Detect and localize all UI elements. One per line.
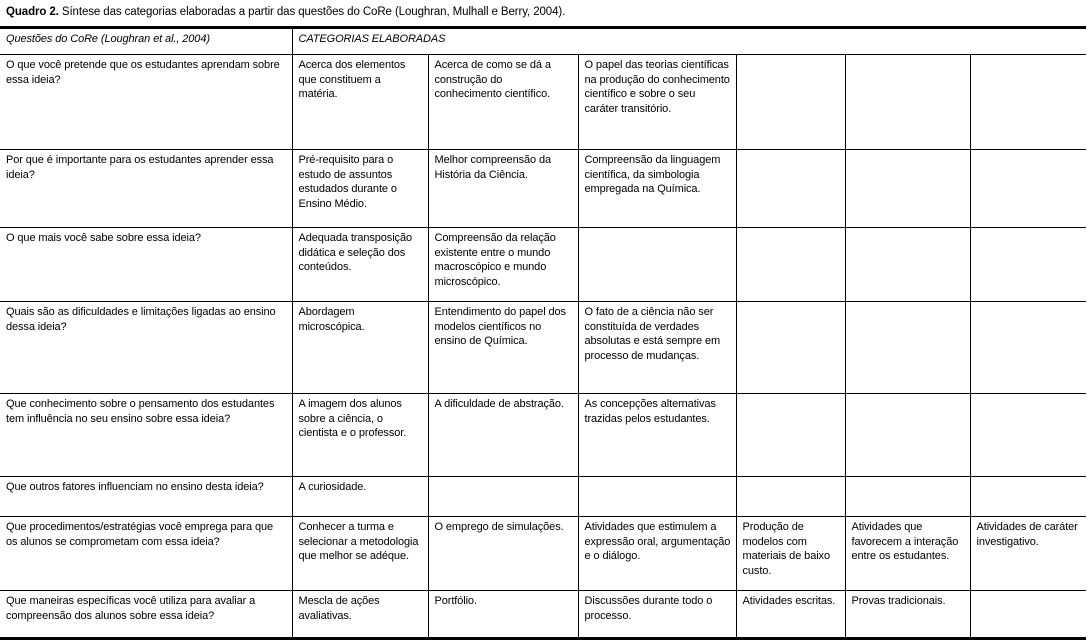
table-caption-label: Quadro 2. xyxy=(6,6,59,18)
category-cell: Acerca de como se dá a construção do conhecimento científico. xyxy=(428,54,578,149)
category-cell xyxy=(736,301,845,393)
category-cell xyxy=(736,476,845,516)
table-row xyxy=(0,590,1086,638)
category-cell: Entendimento do papel dos modelos científicos no ensino de Química. xyxy=(428,301,578,393)
category-cell xyxy=(736,393,845,476)
category-cell xyxy=(970,590,1086,638)
table-row xyxy=(0,476,1086,516)
category-cell: Atividades escritas. xyxy=(736,590,845,638)
question-cell: Que conhecimento sobre o pensamento dos estudantes tem influência no seu ensino sobre essa ideia? xyxy=(0,393,292,476)
category-cell: Compreensão da relação existente entre o mundo macroscópico e mundo microscópico. xyxy=(428,227,578,301)
category-cell: O emprego de simulações. xyxy=(428,516,578,590)
category-cell xyxy=(970,54,1086,149)
category-cell: Portfólio. xyxy=(428,590,578,638)
question-cell: Por que é importante para os estudantes aprender essa ideia? xyxy=(0,149,292,227)
category-cell: Adequada transposição didática e seleção dos conteúdos. xyxy=(292,227,428,301)
category-cell: Atividades que estimulem a expressão oral, argumentação e o diálogo. xyxy=(578,516,736,590)
table-caption-text: Síntese das categorias elaboradas a partir das questões do CoRe (Loughran, Mulhall e Berry, 2004). xyxy=(61,6,566,18)
header-categories-column: CATEGORIAS ELABORADAS xyxy=(292,27,1086,54)
category-cell xyxy=(736,149,845,227)
table-row xyxy=(0,149,1086,227)
category-cell: As concepções alternativas trazidas pelos estudantes. xyxy=(578,393,736,476)
category-cell xyxy=(578,476,736,516)
question-cell: Que procedimentos/estratégias você emprega para que os alunos se comprometam com essa ideia? xyxy=(0,516,292,590)
category-cell xyxy=(970,476,1086,516)
category-cell: Atividades que favorecem a interação entre os estudantes. xyxy=(845,516,970,590)
table-row xyxy=(0,54,1086,149)
category-cell xyxy=(428,476,578,516)
category-cell xyxy=(970,393,1086,476)
category-cell: Provas tradicionais. xyxy=(845,590,970,638)
category-cell: Acerca dos elementos que constituem a matéria. xyxy=(292,54,428,149)
category-cell xyxy=(970,227,1086,301)
question-cell: Quais são as dificuldades e limitações ligadas ao ensino dessa ideia? xyxy=(0,301,292,393)
category-cell xyxy=(970,301,1086,393)
table-header-row xyxy=(0,27,1086,54)
category-cell: A curiosidade. xyxy=(292,476,428,516)
category-cell: Abordagem microscópica. xyxy=(292,301,428,393)
question-cell: Que maneiras específicas você utiliza para avaliar a compreensão dos alunos sobre essa ideia? xyxy=(0,590,292,638)
category-cell: A imagem dos alunos sobre a ciência, o cientista e o professor. xyxy=(292,393,428,476)
category-cell: A dificuldade de abstração. xyxy=(428,393,578,476)
question-cell: O que você pretende que os estudantes aprendam sobre essa ideia? xyxy=(0,54,292,149)
category-cell xyxy=(845,54,970,149)
table-row xyxy=(0,393,1086,476)
header-questions-column: Questões do CoRe (Loughran et al., 2004) xyxy=(0,27,292,54)
table-row xyxy=(0,227,1086,301)
category-cell xyxy=(845,149,970,227)
category-cell: O fato de a ciência não ser constituída de verdades absolutas e está sempre em processo de mudanças. xyxy=(578,301,736,393)
question-cell: O que mais você sabe sobre essa ideia? xyxy=(0,227,292,301)
category-cell: Atividades de caráter investigativo. xyxy=(970,516,1086,590)
category-cell: Mescla de ações avaliativas. xyxy=(292,590,428,638)
category-cell: Produção de modelos com materiais de baixo custo. xyxy=(736,516,845,590)
category-cell: Melhor compreensão da História da Ciência. xyxy=(428,149,578,227)
category-cell: Compreensão da linguagem científica, da simbologia empregada na Química. xyxy=(578,149,736,227)
category-cell xyxy=(845,476,970,516)
category-cell xyxy=(845,227,970,301)
question-cell: Que outros fatores influenciam no ensino desta ideia? xyxy=(0,476,292,516)
core-categories-table xyxy=(0,26,1086,640)
category-cell xyxy=(578,227,736,301)
category-cell: Discussões durante todo o processo. xyxy=(578,590,736,638)
table-caption xyxy=(0,0,1088,20)
category-cell: O papel das teorias científicas na produção do conhecimento científico e sobre o seu caráter transitório. xyxy=(578,54,736,149)
category-cell xyxy=(736,227,845,301)
category-cell xyxy=(845,301,970,393)
category-cell: Conhecer a turma e selecionar a metodologia que melhor se adéque. xyxy=(292,516,428,590)
category-cell: Pré-requisito para o estudo de assuntos estudados durante o Ensino Médio. xyxy=(292,149,428,227)
table-row xyxy=(0,516,1086,590)
table-row xyxy=(0,301,1086,393)
category-cell xyxy=(970,149,1086,227)
category-cell xyxy=(736,54,845,149)
category-cell xyxy=(845,393,970,476)
